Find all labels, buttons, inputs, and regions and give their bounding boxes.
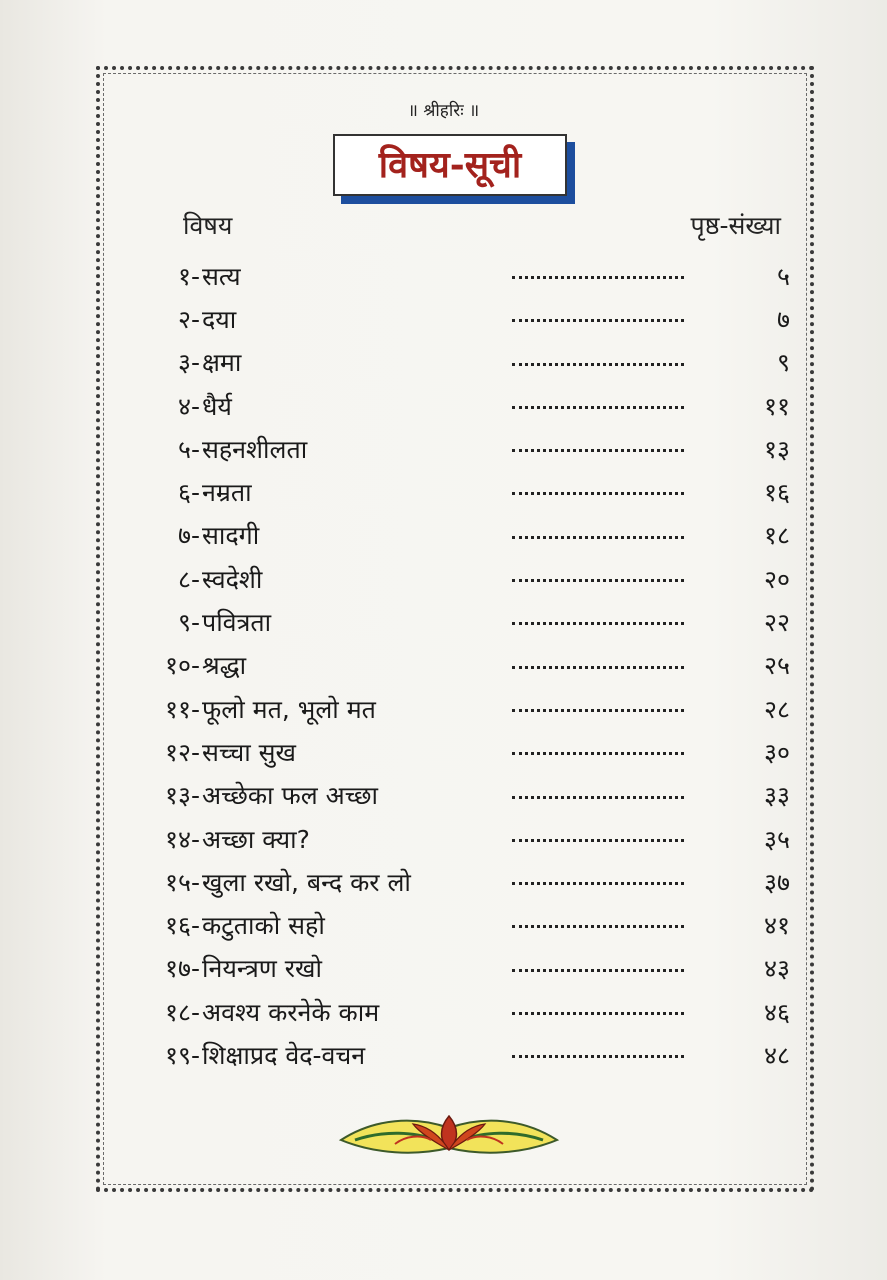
entry-title: धैर्य bbox=[202, 391, 232, 421]
page-title: विषय-सूची bbox=[378, 144, 522, 186]
toc-row bbox=[130, 687, 790, 730]
column-header-subject: विषय bbox=[183, 211, 233, 240]
entry-page-number: ४६ bbox=[763, 997, 790, 1027]
entry-page-number: २८ bbox=[763, 694, 790, 724]
dot-leader bbox=[512, 969, 684, 972]
toc-row bbox=[130, 644, 790, 687]
entry-number: १९- bbox=[164, 1040, 200, 1070]
entry-title: कटुताको सहो bbox=[202, 911, 325, 941]
entry-page-number: १८ bbox=[763, 521, 790, 551]
entry-page-number: २२ bbox=[763, 608, 790, 638]
dot-leader bbox=[512, 709, 684, 712]
entry-number: १- bbox=[177, 261, 200, 291]
entry-title: नियन्त्रण रखो bbox=[202, 954, 322, 984]
entry-number: ७- bbox=[177, 521, 200, 551]
dot-leader bbox=[512, 579, 684, 582]
entry-number: १३- bbox=[164, 781, 200, 811]
dot-leader bbox=[512, 1012, 684, 1015]
entry-title: सत्य bbox=[202, 261, 241, 291]
toc-row bbox=[130, 774, 790, 817]
toc-row bbox=[130, 557, 790, 600]
entry-title: दया bbox=[202, 304, 237, 334]
dot-leader bbox=[512, 449, 684, 452]
entry-title: अवश्य करनेके काम bbox=[202, 997, 380, 1027]
title-box bbox=[333, 134, 567, 196]
table-of-contents bbox=[130, 254, 790, 1077]
entry-page-number: ५ bbox=[776, 261, 790, 291]
column-header-page-number: पृष्ठ-संख्या bbox=[690, 211, 781, 240]
entry-number: ८- bbox=[177, 564, 200, 594]
entry-page-number: २० bbox=[763, 564, 790, 594]
entry-title: अच्छेका फल अच्छा bbox=[202, 781, 378, 811]
entry-title: क्षमा bbox=[202, 348, 242, 378]
entry-title: सच्चा सुख bbox=[202, 737, 296, 767]
dot-leader bbox=[512, 796, 684, 799]
toc-row bbox=[130, 860, 790, 903]
toc-row bbox=[130, 384, 790, 427]
entry-page-number: ३० bbox=[763, 737, 790, 767]
dot-leader bbox=[512, 839, 684, 842]
toc-row bbox=[130, 600, 790, 643]
toc-row bbox=[130, 947, 790, 990]
entry-page-number: ४१ bbox=[763, 911, 790, 941]
entry-title: खुला रखो, बन्द कर लो bbox=[202, 867, 411, 897]
dot-leader bbox=[512, 925, 684, 928]
entry-title: फूलो मत, भूलो मत bbox=[202, 694, 376, 724]
entry-page-number: १६ bbox=[763, 478, 790, 508]
entry-title: शिक्षाप्रद वेद-वचन bbox=[202, 1040, 366, 1070]
floral-ornament-icon bbox=[335, 1110, 563, 1162]
entry-title: पवित्रता bbox=[202, 608, 272, 638]
dot-leader bbox=[512, 492, 684, 495]
entry-page-number: ४८ bbox=[763, 1040, 790, 1070]
toc-row bbox=[130, 817, 790, 860]
entry-page-number: ७ bbox=[776, 304, 790, 334]
entry-page-number: २५ bbox=[763, 651, 790, 681]
toc-row bbox=[130, 1033, 790, 1076]
dot-leader bbox=[512, 536, 684, 539]
entry-page-number: ३५ bbox=[763, 824, 790, 854]
entry-number: १४- bbox=[164, 824, 200, 854]
dot-leader bbox=[512, 752, 684, 755]
entry-number: ५- bbox=[177, 434, 200, 464]
entry-title: स्वदेशी bbox=[202, 564, 263, 594]
toc-row bbox=[130, 427, 790, 470]
toc-row bbox=[130, 903, 790, 946]
entry-page-number: १३ bbox=[763, 434, 790, 464]
dot-leader bbox=[512, 882, 684, 885]
entry-number: ६- bbox=[177, 478, 200, 508]
toc-row bbox=[130, 297, 790, 340]
dot-leader bbox=[512, 666, 684, 669]
entry-page-number: ९ bbox=[776, 348, 790, 378]
entry-number: १२- bbox=[164, 737, 200, 767]
dot-leader bbox=[512, 319, 684, 322]
entry-number: १७- bbox=[164, 954, 200, 984]
dot-leader bbox=[512, 276, 684, 279]
toc-row bbox=[130, 514, 790, 557]
entry-title: सादगी bbox=[202, 521, 260, 551]
entry-page-number: ११ bbox=[763, 391, 790, 421]
entry-title: अच्छा क्या? bbox=[202, 824, 310, 854]
toc-row bbox=[130, 254, 790, 297]
entry-number: ९- bbox=[177, 608, 200, 638]
entry-title: श्रद्धा bbox=[202, 651, 247, 681]
toc-row bbox=[130, 470, 790, 513]
dot-leader bbox=[512, 1055, 684, 1058]
entry-title: सहनशीलता bbox=[202, 434, 308, 464]
toc-row bbox=[130, 341, 790, 384]
invocation-text: ॥ श्रीहरिः ॥ bbox=[407, 101, 480, 121]
entry-title: नम्रता bbox=[202, 478, 252, 508]
entry-page-number: ३३ bbox=[763, 781, 790, 811]
entry-number: २- bbox=[177, 304, 200, 334]
entry-number: ११- bbox=[164, 694, 200, 724]
toc-row bbox=[130, 990, 790, 1033]
toc-row bbox=[130, 730, 790, 773]
entry-number: ४- bbox=[177, 391, 200, 421]
dot-leader bbox=[512, 622, 684, 625]
entry-page-number: ३७ bbox=[763, 867, 790, 897]
entry-page-number: ४३ bbox=[763, 954, 790, 984]
dot-leader bbox=[512, 406, 684, 409]
entry-number: ३- bbox=[177, 348, 200, 378]
dot-leader bbox=[512, 363, 684, 366]
entry-number: १०- bbox=[164, 651, 200, 681]
entry-number: १५- bbox=[164, 867, 200, 897]
entry-number: १८- bbox=[164, 997, 200, 1027]
entry-number: १६- bbox=[164, 911, 200, 941]
